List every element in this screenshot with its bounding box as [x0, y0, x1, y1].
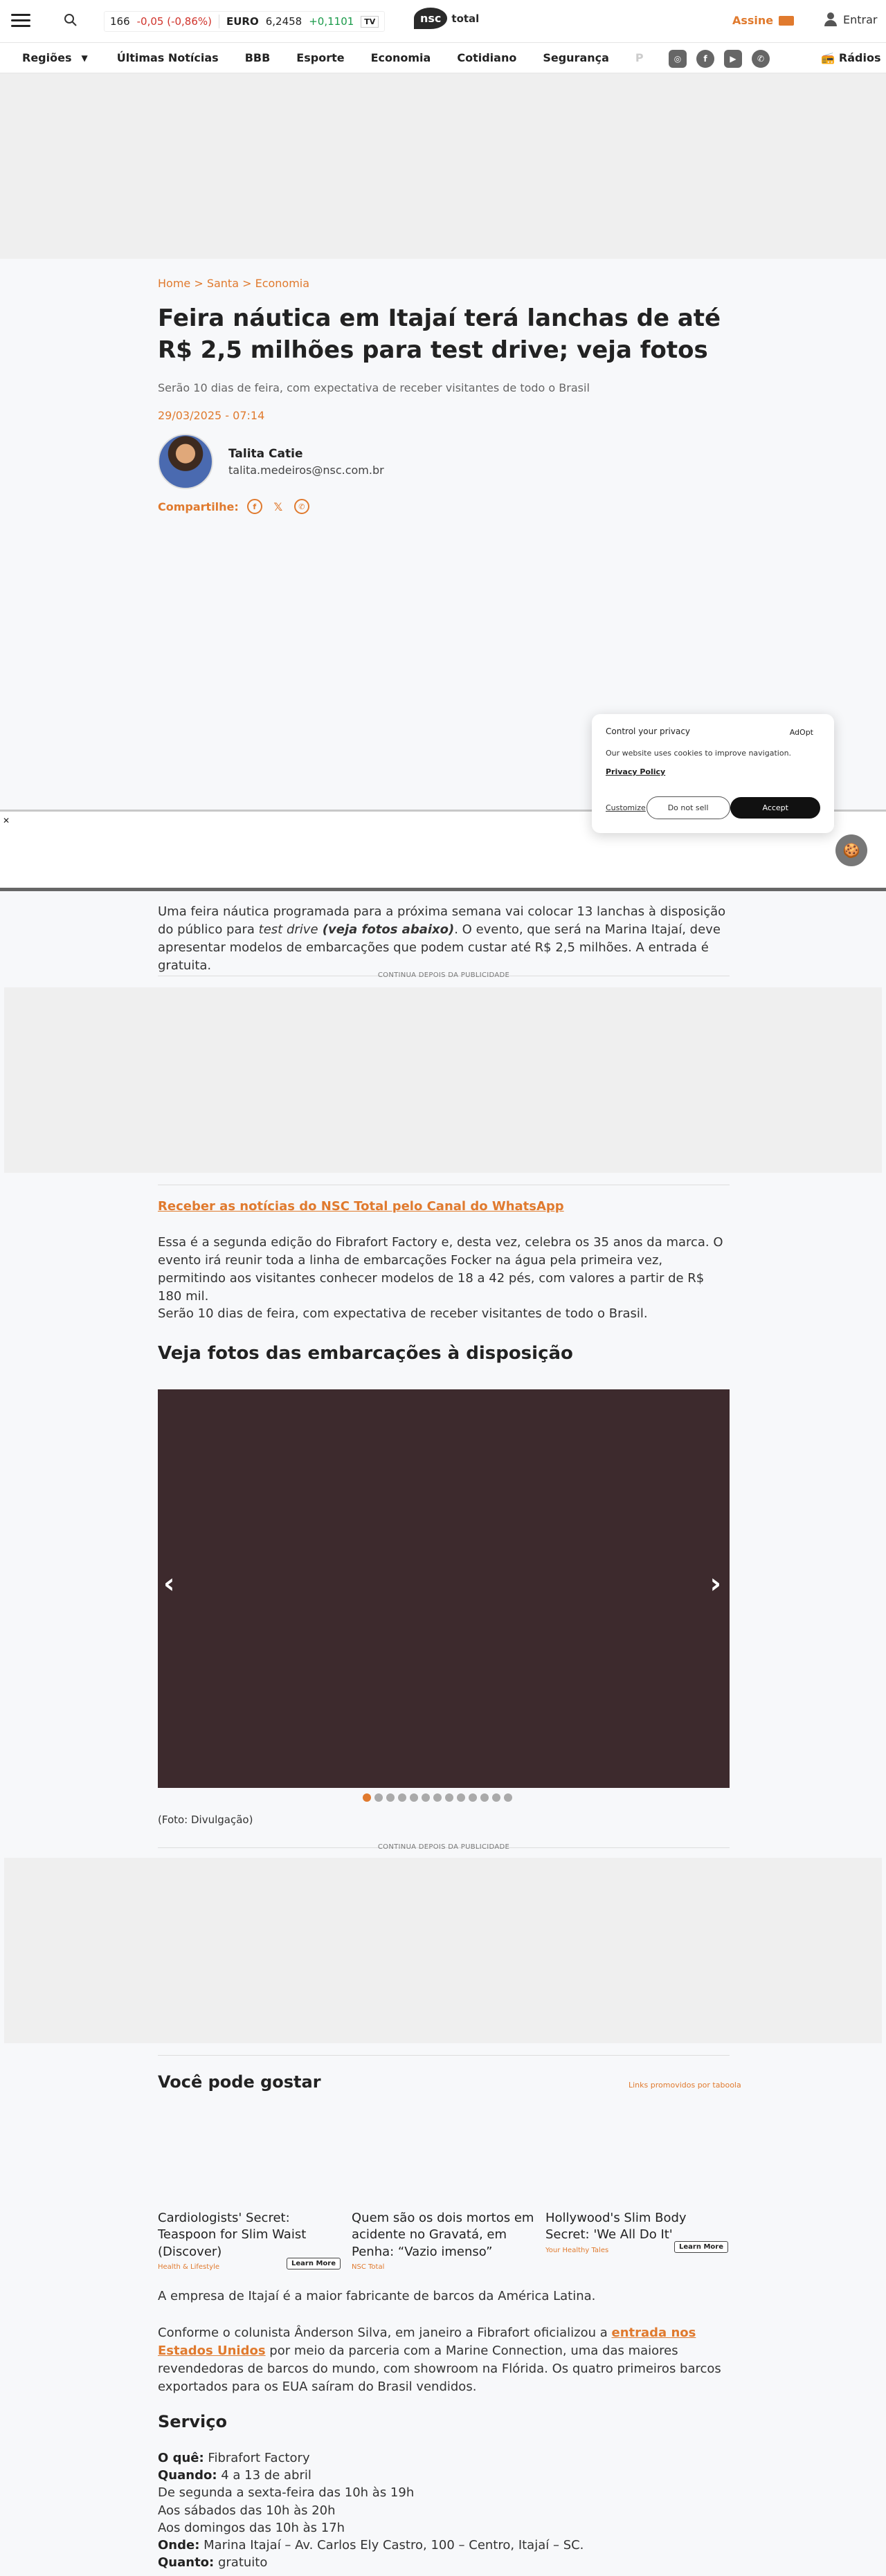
top-bar — [0, 0, 886, 43]
learn-more-button[interactable]: Learn More — [287, 2258, 341, 2269]
servico-line — [158, 2502, 730, 2519]
card-title[interactable]: Hollywood's Slim Body Secret: 'We All Do It' — [545, 2211, 687, 2242]
servico-line — [158, 2449, 730, 2467]
market-ticker — [104, 11, 385, 32]
social-links — [669, 50, 770, 68]
card-source: Your Healthy Tales — [545, 2246, 609, 2254]
servico-list — [158, 2449, 730, 2571]
gallery-dot[interactable] — [433, 1793, 442, 1802]
servico-value: De segunda a sexta-feira das 10h às 19h — [158, 2485, 415, 2501]
p5-text-a: Conforme o colunista Ânderson Silva, em janeiro a Fibrafort oficializou a — [158, 2326, 612, 2340]
servico-label: Quanto: — [158, 2555, 215, 2570]
gallery-dot[interactable] — [492, 1793, 500, 1802]
instagram-icon[interactable]: ◎ — [669, 50, 687, 68]
card-title[interactable]: Cardiologists' Secret: Teaspoon for Slim Waist (Discover) — [158, 2211, 307, 2259]
gallery-dot[interactable] — [504, 1793, 512, 1802]
x-share-icon[interactable]: 𝕏 — [273, 500, 283, 513]
author-name[interactable]: Talita Catie — [228, 446, 303, 461]
index-value: 166 — [110, 15, 130, 28]
user-icon — [824, 12, 838, 26]
main-nav — [0, 43, 886, 73]
breadcrumb[interactable]: Home > Santa > Economia — [158, 277, 310, 290]
gallery-dots — [363, 1793, 512, 1802]
euro-value: 6,2458 — [265, 15, 302, 28]
servico-line — [158, 2519, 730, 2537]
gallery-dot[interactable] — [445, 1793, 453, 1802]
nav-item-seguranca[interactable]: Segurança — [543, 51, 609, 64]
servico-line — [158, 2467, 730, 2484]
nav-item-regioes[interactable]: Regiões — [22, 51, 72, 64]
photo-gallery[interactable] — [158, 1389, 730, 1788]
nav-item-ultimas[interactable]: Últimas Notícias — [116, 51, 219, 64]
servico-value: Aos domingos das 10h às 17h — [158, 2520, 345, 2535]
ad-label: CONTINUA DEPOIS DA PUBLICIDADE — [377, 971, 510, 979]
nav-item-bbb[interactable]: BBB — [244, 51, 271, 64]
chevron-down-icon[interactable]: ▼ — [81, 53, 88, 63]
whatsapp-share-icon[interactable]: ✆ — [294, 499, 309, 514]
login-link[interactable] — [824, 12, 877, 26]
author-email[interactable]: talita.medeiros@nsc.com.br — [228, 463, 384, 477]
facebook-icon[interactable]: f — [696, 50, 714, 68]
site-logo[interactable] — [414, 8, 479, 29]
servico-line — [158, 2554, 730, 2571]
cookie-text: Our website uses cookies to improve navigation. — [606, 749, 792, 758]
servico-label: Onde: — [158, 2537, 200, 2552]
logo-text: total — [451, 12, 480, 25]
euro-label: EURO — [226, 15, 259, 28]
gallery-dot[interactable] — [457, 1793, 465, 1802]
divider — [158, 2055, 730, 2056]
servico-value: 4 a 13 de abril — [217, 2468, 311, 2483]
learn-more-button[interactable]: Learn More — [674, 2241, 728, 2253]
prev-arrow-icon[interactable]: ‹ — [163, 1568, 175, 1600]
nav-item-more[interactable]: P — [635, 51, 644, 64]
youtube-icon[interactable]: ▶ — [724, 50, 742, 68]
recommendation-card[interactable] — [545, 2210, 728, 2254]
p1-text-b: . O evento, que será na Marina Itajaí, deve apresentar modelos de embarcações que podem custar até R$ 2,5 milhões. A entrada é gratuita. — [158, 922, 721, 974]
paragraph-1 — [158, 903, 730, 975]
taboola-label[interactable]: Links promovidos por taboola — [629, 2081, 741, 2090]
share-bar — [158, 499, 730, 514]
recommendations-heading: Você pode gostar — [158, 2072, 321, 2092]
photo-caption: (Foto: Divulgação) — [158, 1814, 253, 1826]
menu-icon[interactable] — [11, 14, 30, 28]
do-not-sell-button[interactable]: Do not sell — [647, 796, 730, 819]
recommendation-card[interactable] — [158, 2210, 341, 2271]
servico-label: Quando: — [158, 2468, 217, 2483]
whatsapp-icon[interactable]: ✆ — [752, 50, 770, 68]
servico-value: Aos sábados das 10h às 20h — [158, 2503, 336, 2518]
gallery-dot[interactable] — [469, 1793, 477, 1802]
radios-link[interactable] — [821, 51, 881, 64]
paragraph-2: Essa é a segunda edição do Fibrafort Factory e, desta vez, celebra os 35 anos da marca. O evento irá reunir toda a linha de embarcações Focker na água pela primeira vez, permitindo aos visitantes conhecer modelos de 18 a 42 pés, com valores a partir de R$ 180 mil. — [158, 1235, 723, 1304]
logo-badge: nsc — [414, 8, 447, 29]
paragraph-4: A empresa de Itajaí é a maior fabricante de barcos da América Latina. — [158, 2289, 596, 2303]
recommendation-card[interactable] — [352, 2210, 534, 2271]
gallery-dot[interactable] — [398, 1793, 406, 1802]
p5-text-b: por meio da parceria com a Marine Connection, uma das maiores revendedoras de barcos do mundo, com showroom na Flórida. Os quatro primeiros barcos exportados para os EUA saíram do Brasil vendidos. — [158, 2344, 721, 2395]
paragraph-3: Serão 10 dias de feira, com expectativa de receber visitantes de todo o Brasil. — [158, 1306, 648, 1321]
p1-emphasis: test drive — [258, 922, 318, 938]
cookie-brand: AdOpt — [789, 728, 813, 737]
share-label: Compartilhe: — [158, 500, 239, 513]
author-block — [158, 434, 730, 489]
subscribe-label: Assine — [732, 14, 774, 27]
ad-label: CONTINUA DEPOIS DA PUBLICIDADE — [377, 1843, 510, 1851]
next-arrow-icon[interactable]: › — [709, 1568, 721, 1600]
search-icon[interactable] — [64, 13, 78, 27]
article-title: Feira náutica em Itajaí terá lanchas de até R$ 2,5 milhões para test drive; veja fotos — [158, 304, 721, 364]
close-icon[interactable]: ✕ — [3, 816, 10, 825]
servico-label: O quê: — [158, 2451, 204, 2465]
login-label: Entrar — [843, 12, 878, 26]
servico-value: Marina Itajaí – Av. Carlos Ely Castro, 100 – Centro, Itajaí – SC. — [199, 2537, 584, 2552]
gallery-dot[interactable] — [374, 1793, 383, 1802]
privacy-policy-link[interactable]: Privacy Policy — [606, 767, 666, 776]
ad-banner-bottom — [4, 1858, 882, 2043]
card-title[interactable]: Quem são os dois mortos em acidente no Gravatá, em Penha: “Vazio imenso” — [352, 2211, 534, 2259]
cookie-consent-dialog — [592, 714, 834, 833]
facebook-share-icon[interactable]: f — [247, 499, 262, 514]
card-source: NSC Total — [352, 2263, 385, 2271]
p1-text-a: Uma feira náutica programada para a próxima semana vai colocar 13 lanchas à disposição do público para — [158, 904, 726, 938]
index-change: -0,05 (-0,86%) — [136, 15, 212, 28]
servico-heading: Serviço — [158, 2412, 227, 2431]
paragraph-5 — [158, 2324, 730, 2396]
publish-date: 29/03/2025 - 07:14 — [158, 409, 265, 422]
card-source: Health & Lifestyle — [158, 2263, 219, 2271]
gallery-dot[interactable] — [422, 1793, 430, 1802]
accept-button[interactable]: Accept — [730, 797, 820, 819]
gallery-dot[interactable] — [363, 1793, 371, 1802]
customize-button[interactable]: Customize — [606, 803, 646, 812]
gallery-dot[interactable] — [386, 1793, 395, 1802]
photos-heading: Veja fotos das embarcações à disposição — [158, 1343, 573, 1364]
nav-item-cotidiano[interactable]: Cotidiano — [457, 51, 517, 64]
whatsapp-channel-link[interactable]: Receber as notícias do NSC Total pelo Canal do WhatsApp — [158, 1199, 564, 1214]
euro-change: +0,1101 — [309, 15, 354, 28]
radio-icon: 📻 — [821, 51, 835, 64]
tradingview-logo[interactable]: TV — [361, 16, 379, 28]
servico-line — [158, 2537, 730, 2554]
nav-item-esporte[interactable]: Esporte — [296, 51, 345, 64]
article-subtitle: Serão 10 dias de feira, com expectativa de receber visitantes de todo o Brasil — [158, 381, 590, 394]
p1-bold: (veja fotos abaixo) — [318, 922, 455, 938]
gallery-dot[interactable] — [480, 1793, 489, 1802]
us-entry-link[interactable]: entrada nos Estados Unidos — [158, 2326, 696, 2359]
subscribe-link[interactable] — [732, 14, 794, 27]
servico-line — [158, 2484, 730, 2501]
servico-value: gratuito — [214, 2555, 268, 2570]
nav-item-economia[interactable]: Economia — [370, 51, 431, 64]
radios-label: Rádios — [838, 51, 881, 64]
ticket-icon — [779, 16, 794, 26]
servico-value: Fibrafort Factory — [204, 2451, 310, 2465]
cookie-title: Control your privacy — [606, 727, 691, 736]
gallery-dot[interactable] — [410, 1793, 418, 1802]
ad-banner-mid — [4, 987, 882, 1173]
cookie-icon[interactable]: 🍪 — [835, 834, 867, 866]
avatar[interactable] — [158, 434, 213, 489]
ad-banner-top — [0, 73, 886, 259]
